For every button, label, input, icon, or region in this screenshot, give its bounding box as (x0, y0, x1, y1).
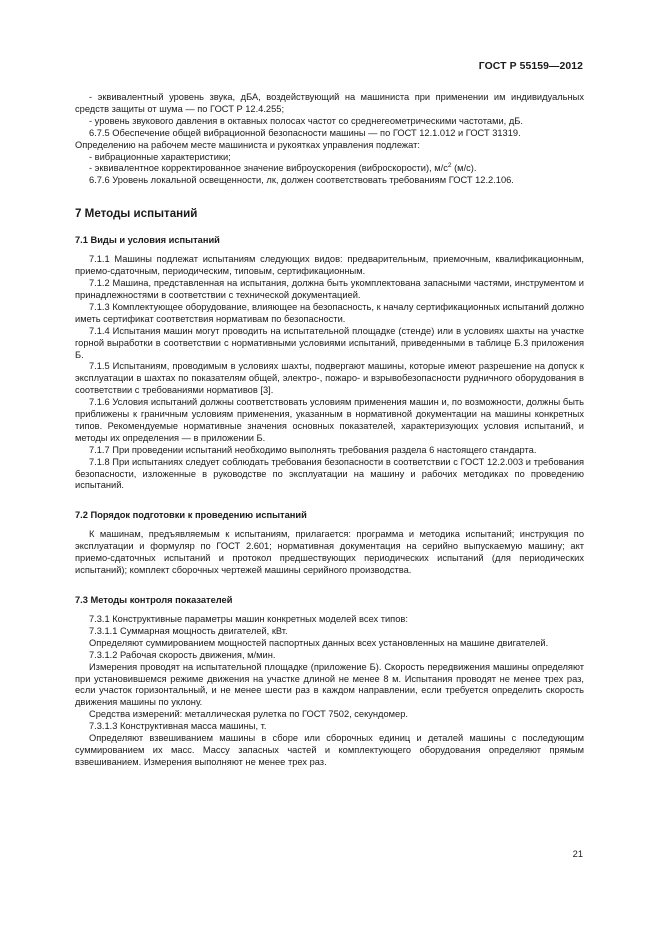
paragraph-7-1-3: 7.1.3 Комплектующее оборудование, влияющее на безопасность, к началу сертификационных испытаний должно иметь сертификат соответствия нормативам по безопасности. (75, 301, 584, 324)
paragraph-7-3-1: 7.3.1 Конструктивные параметры машин конкретных моделей всех типов: (89, 614, 408, 624)
paragraph-7-1-1: 7.1.1 Машины подлежат испытаниям следующих видов: предварительным, приемочным, квалификационным, приемо-сдаточным, периодическим, типовым, сертификационным. (75, 254, 584, 277)
paragraph-7-3-1-2-instruments: Средства измерений: металлическая рулетка по ГОСТ 7502, секундомер. (89, 709, 408, 720)
intro-line-6-tail: (м/с). (451, 163, 477, 174)
section-7-title: 7 Методы испытаний (75, 207, 198, 221)
intro-line-1: - эквивалентный уровень звука, дБА, воздействующий на машиниста при применении им индивидуальных средств защиты от шума — по ГОСТ Р 12.4.255; (75, 92, 584, 114)
paragraph-7-3-1-2: 7.3.1.2 Рабочая скорость движения, м/мин. (89, 649, 276, 660)
paragraph-7-1-6: 7.1.6 Условия испытаний должны соответствовать условиям применения машин и, по возможности, должны быть приближены к граничным условиям применения, указанным в нормативной документации на машины конкретных типов. Рекомендуемые нормативные значения основных показателей, характеризующих условия испытаний, и методы их определения — в приложении Б. (75, 397, 584, 443)
intro-line-3: 6.7.5 Обеспечение общей вибрационной безопасности машины — по ГОСТ 12.1.012 и ГОСТ 31319. (89, 127, 521, 138)
page-content (75, 92, 584, 769)
paragraph-7-2: К машинам, предъявляемым к испытаниям, прилагается: программа и методика испытаний; инструкция по эксплуатации и формуляр по ГОСТ 2.601; нормативная документация на серийно выпускаемую машину; акт приемо-сдаточных испытаний и протокол предшествующих периодических испытаний (для периодических испытаний); комплект сборочных чертежей машины серийного производства. (75, 529, 584, 576)
intro-line-6-superscript: 2 (447, 162, 452, 170)
intro-line-7: 6.7.6 Уровень локальной освещенности, лк, должен соответствовать требованиям ГОСТ 12.2.106. (89, 175, 514, 186)
paragraph-7-1-4: 7.1.4 Испытания машин могут проводить на испытательной площадке (стенде) или в условиях шахты на участке горной выработки в соответствии с нормативными условиями испытаний, приведенными в таблице Б.3 приложения Б. (75, 325, 584, 360)
paragraph-7-3-1-3: 7.3.1.3 Конструктивная масса машины, т. (89, 721, 267, 732)
paragraph-7-3-1-3-body: Определяют взвешиванием машины в сборе или сборочных единиц и деталей машины с последующим суммированием их масс. Массу запасных частей и комплектующего оборудования определяют прямым взвешиванием. Измерения выполняют не менее трех раз. (75, 733, 584, 767)
paragraph-7-3-1-1-body: Определяют суммированием мощностей паспортных данных всех установленных на машине двигателей. (89, 637, 549, 648)
intro-line-2: - уровень звукового давления в октавных полосах частот со среднегеометрическими частотами, дБ. (89, 115, 523, 126)
intro-line-6-text: - эквивалентное корректированное значение виброускорения (виброскорости), м/с (89, 163, 448, 174)
paragraph-7-1-8: 7.1.8 При испытаниях следует соблюдать требования безопасности в соответствии с ГОСТ 12.2.003 и требования безопасности, изложенные в руководстве по эксплуатации на машину и рабочих методиках по проведению испытаний. (75, 456, 584, 491)
section-7-3-title: 7.3 Методы контроля показателей (75, 595, 233, 605)
intro-line-5: - вибрационные характеристики; (89, 151, 231, 162)
intro-line-4: Определению на рабочем месте машиниста и рукоятках управления подлежат: (75, 139, 420, 150)
section-7-2-title: 7.2 Порядок подготовки к проведению испытаний (75, 510, 307, 521)
paragraph-7-3-1-1: 7.3.1.1 Суммарная мощность двигателей, кВт. (89, 625, 288, 636)
section-7-1-title: 7.1 Виды и условия испытаний (75, 235, 220, 246)
paragraph-7-3-1-2-body: Измерения проводят на испытательной площадке (приложение Б). Скорость передвижения машины определяют при установившемся режиме движения на участке длиной не менее 8 м. Испытания проводят не менее трех раз, если участок горизонтальный, и не менее шести раз в каждом направлении, если требуется определить скорость движения машины по уклону. (75, 661, 584, 708)
paragraph-7-1-5: 7.1.5 Испытаниям, проводимым в условиях шахты, подвергают машины, которые имеют разрешение на допуск к эксплуатации в шахтах по показателям общей, электро-, пожаро- и взрывобезопасности рудничного оборудования в соответствии с требованиями нормативов [3]. (75, 361, 584, 396)
paragraph-7-1-7: 7.1.7 При проведении испытаний необходимо выполнять требования раздела 6 настоящего стандарта. (89, 444, 537, 455)
intro-line-6 (75, 163, 584, 175)
page-number: 21 (572, 849, 583, 859)
standard-header: ГОСТ Р 55159—2012 (478, 61, 583, 72)
paragraph-7-1-2: 7.1.2 Машина, представленная на испытания, должна быть укомплектована запасными частями, инструментом и принадлежностями в соответствии с технической документацией. (75, 278, 584, 300)
